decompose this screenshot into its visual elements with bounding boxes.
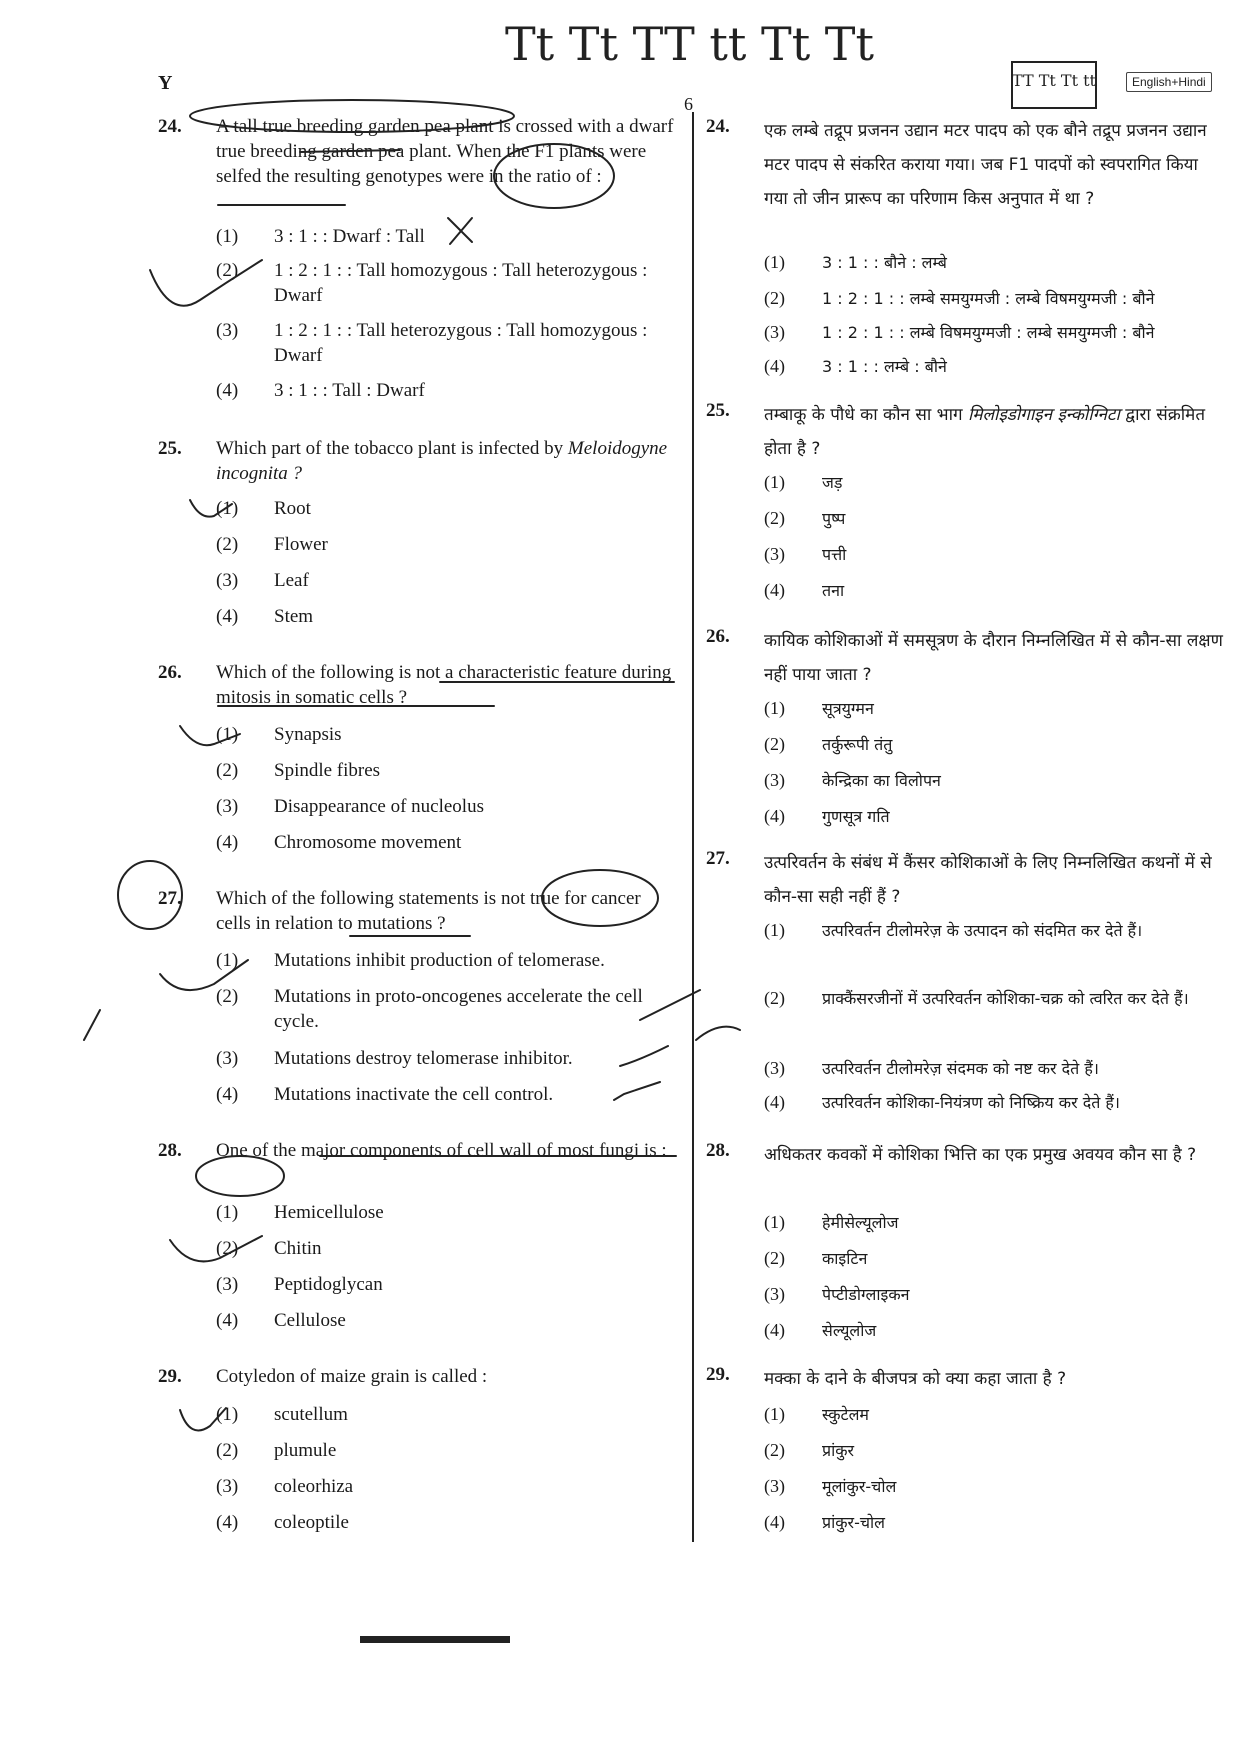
option-text: प्राक्कैंसरजीनों में उत्परिवर्तन कोशिका-चक्र को त्वरित कर देते हैं।	[822, 989, 1189, 1008]
option-text: Chitin	[274, 1238, 322, 1259]
option-text: Leaf	[274, 570, 309, 591]
question-number: 26.	[158, 662, 182, 683]
option-number: (1)	[216, 498, 239, 519]
option-number: (1)	[764, 698, 785, 718]
question-number: 28.	[706, 1140, 730, 1161]
question-stem: Which of the following statements is not true for cancer cells in relation to mutations ?	[216, 888, 641, 934]
option-number: (1)	[764, 472, 785, 492]
option-number: (2)	[764, 1440, 785, 1460]
option-text: 3 : 1 : : बौने : लम्बे	[822, 253, 947, 272]
question-stem: एक लम्बे तद्रूप प्रजनन उद्यान मटर पादप को एक बौने तद्रूप प्रजनन उद्यान मटर पादप से संकरित कराया गया। जब F1 पादपों को स्वपरागित किया गया तो जीन प्रारूप का परिणाम किस अनुपात में था ?	[764, 121, 1207, 209]
question-stem: Cotyledon of maize grain is called :	[216, 1366, 488, 1387]
option-number: (3)	[764, 1284, 785, 1304]
option-text: पेप्टीडोग्लाइकन	[822, 1285, 910, 1304]
option-number: (2)	[216, 760, 239, 781]
question-stem: कायिक कोशिकाओं में समसूत्रण के दौरान निम्नलिखित में से कौन-सा लक्षण नहीं पाया जाता ?	[764, 631, 1223, 685]
column-divider	[692, 112, 694, 1542]
option-text: गुणसूत्र गति	[822, 807, 890, 826]
option-number: (2)	[764, 288, 785, 308]
option-text: Stem	[274, 606, 314, 627]
option-number: (4)	[216, 1084, 239, 1105]
option-text: coleoptile	[274, 1512, 349, 1533]
option-text: Chromosome movement	[274, 832, 462, 853]
option-text: 1 : 2 : 1 : : Tall heterozygous : Tall homozygous : Dwarf	[274, 320, 648, 366]
option-text: उत्परिवर्तन टीलोमरेज़ के उत्पादन को संदमित कर देते हैं।	[822, 921, 1143, 940]
option-number: (2)	[764, 734, 785, 754]
option-number: (3)	[764, 1058, 785, 1078]
option-number: (2)	[216, 260, 239, 281]
option-number: (3)	[764, 544, 785, 564]
option-number: (4)	[764, 1512, 785, 1532]
option-number: (1)	[216, 950, 239, 971]
question-stem: A tall true breeding garden pea plant is crossed with a dwarf true breeding garden pea plant. When the F1 plants were selfed the resulting genotypes were in the ratio of :	[216, 116, 674, 187]
option-number: (4)	[216, 1512, 239, 1533]
option-text: प्रांकुर	[822, 1441, 855, 1460]
option-number: (4)	[764, 1320, 785, 1340]
footer-mark	[360, 1636, 510, 1643]
option-text: Mutations destroy telomerase inhibitor.	[274, 1048, 573, 1069]
option-number: (2)	[764, 508, 785, 528]
option-number: (4)	[764, 356, 785, 376]
question-number: 27.	[706, 848, 730, 869]
option-text: पत्ती	[822, 545, 847, 564]
question-stem	[216, 436, 678, 486]
option-text: Disappearance of nucleolus	[274, 796, 484, 817]
option-text: Synapsis	[274, 724, 342, 745]
question-stem: Which of the following is not a characteristic feature during mitosis in somatic cells ?	[216, 662, 672, 708]
question-series: Y	[158, 72, 173, 94]
option-text: प्रांकुर-चोल	[822, 1513, 886, 1532]
option-number: (2)	[216, 1440, 239, 1461]
option-text: Mutations inhibit production of telomerase.	[274, 950, 605, 971]
option-text: सेल्यूलोज	[822, 1321, 877, 1340]
question-stem: उत्परिवर्तन के संबंध में कैंसर कोशिकाओं के लिए निम्नलिखित कथनों में से कौन-सा सही नहीं हैं ?	[764, 853, 1212, 907]
option-number: (3)	[764, 322, 785, 342]
option-number: (3)	[216, 1476, 239, 1497]
question-stem: मक्का के दाने के बीजपत्र को क्या कहा जाता है ?	[764, 1369, 1067, 1389]
pen-stroke	[84, 1010, 100, 1040]
option-text: Peptidoglycan	[274, 1274, 383, 1295]
question-stem: One of the major components of cell wall of most fungi is :	[216, 1140, 667, 1161]
check-mark	[150, 260, 262, 306]
option-text: तर्कुरूपी तंतु	[822, 735, 893, 754]
option-number: (4)	[764, 1092, 785, 1112]
option-text: पुष्प	[822, 509, 846, 528]
page-number: 6	[684, 94, 693, 114]
option-number: (4)	[216, 380, 239, 401]
option-text: 3 : 1 : : Tall : Dwarf	[274, 380, 425, 401]
question-number: 26.	[706, 626, 730, 647]
question-number: 29.	[158, 1366, 182, 1387]
option-number: (1)	[216, 226, 239, 247]
handwritten-notes-small: TT Tt Tt tt	[1012, 71, 1096, 90]
question-stem	[764, 398, 1226, 466]
option-text: उत्परिवर्तन कोशिका-नियंत्रण को निष्क्रिय कर देते हैं।	[822, 1093, 1120, 1112]
option-number: (3)	[216, 320, 239, 341]
option-text: हेमीसेल्यूलोज	[822, 1213, 899, 1232]
option-text: Mutations inactivate the cell control.	[274, 1084, 554, 1105]
option-text: Mutations in proto-oncogenes accelerate the cell cycle.	[274, 986, 643, 1032]
question-number: 28.	[158, 1140, 182, 1161]
question-number: 25.	[706, 400, 730, 421]
option-number: (2)	[216, 986, 239, 1007]
option-text: 3 : 1 : : Dwarf : Tall	[274, 226, 425, 247]
pen-stroke	[696, 1027, 740, 1040]
option-text: coleorhiza	[274, 1476, 354, 1497]
option-text: Root	[274, 498, 311, 519]
option-text: काइटिन	[822, 1249, 868, 1268]
option-text: scutellum	[274, 1404, 348, 1425]
option-text: केन्द्रिका का विलोपन	[822, 771, 941, 790]
stem-tail: द्वारा संक्रमित होता है ?	[764, 405, 1206, 459]
option-text: तना	[822, 581, 845, 600]
option-number: (1)	[764, 1404, 785, 1424]
option-number: (1)	[216, 724, 239, 745]
option-number: (4)	[216, 606, 239, 627]
stem-text: तम्बाकू के पौधे का कौन सा भाग	[764, 405, 963, 425]
option-text: मूलांकुर-चोल	[822, 1477, 897, 1496]
question-number: 29.	[706, 1364, 730, 1385]
option-number: (1)	[216, 1404, 239, 1425]
stem-italic: मिलोइडोगाइन इन्कोग्निटा	[967, 405, 1120, 425]
question-stem: अधिकतर कवकों में कोशिका भित्ति का एक प्रमुख अवयव कौन सा है ?	[764, 1145, 1197, 1165]
option-number: (4)	[216, 832, 239, 853]
option-number: (2)	[216, 1238, 239, 1259]
handwritten-notes: Tt Tt TT tt Tt Tt	[505, 17, 874, 71]
option-text: Flower	[274, 534, 328, 555]
option-number: (4)	[764, 806, 785, 826]
option-number: (3)	[216, 570, 239, 591]
option-text: Spindle fibres	[274, 760, 381, 781]
option-text: स्कुटेलम	[822, 1405, 869, 1424]
option-number: (2)	[216, 534, 239, 555]
option-text: सूत्रयुग्मन	[822, 699, 874, 718]
question-number: 24.	[158, 116, 182, 137]
option-number: (2)	[764, 988, 785, 1008]
stem-italic: Meloidogyne incognita ?	[216, 438, 668, 484]
option-number: (1)	[216, 1202, 239, 1223]
question-number: 24.	[706, 116, 730, 137]
option-text: 1 : 2 : 1 : : लम्बे विषमयुग्मजी : लम्बे समयुग्मजी : बौने	[822, 323, 1155, 342]
question-number: 27.	[158, 888, 182, 909]
language-badge: English+Hindi	[1126, 72, 1212, 92]
option-text: 1 : 2 : 1 : : लम्बे समयुग्मजी : लम्बे विषमयुग्मजी : बौने	[822, 289, 1155, 308]
option-number: (1)	[764, 252, 785, 272]
option-text: जड़	[822, 473, 843, 492]
option-number: (4)	[216, 1310, 239, 1331]
option-text: Cellulose	[274, 1310, 346, 1331]
option-number: (1)	[764, 1212, 785, 1232]
option-number: (3)	[216, 1274, 239, 1295]
stem-text: Which part of the tobacco plant is infected by	[216, 438, 564, 459]
option-text: उत्परिवर्तन टीलोमरेज़ संदमक को नष्ट कर देते हैं।	[822, 1059, 1099, 1078]
option-number: (3)	[216, 1048, 239, 1069]
option-number: (2)	[764, 1248, 785, 1268]
option-text: plumule	[274, 1440, 337, 1461]
option-number: (1)	[764, 920, 785, 940]
option-text: 1 : 2 : 1 : : Tall homozygous : Tall heterozygous : Dwarf	[274, 260, 648, 306]
option-text: Hemicellulose	[274, 1202, 384, 1223]
option-number: (3)	[216, 796, 239, 817]
option-text: 3 : 1 : : लम्बे : बौने	[822, 357, 947, 376]
option-number: (4)	[764, 580, 785, 600]
handwritten-box	[1012, 62, 1096, 108]
option-number: (3)	[764, 1476, 785, 1496]
option-number: (3)	[764, 770, 785, 790]
question-number: 25.	[158, 438, 182, 459]
